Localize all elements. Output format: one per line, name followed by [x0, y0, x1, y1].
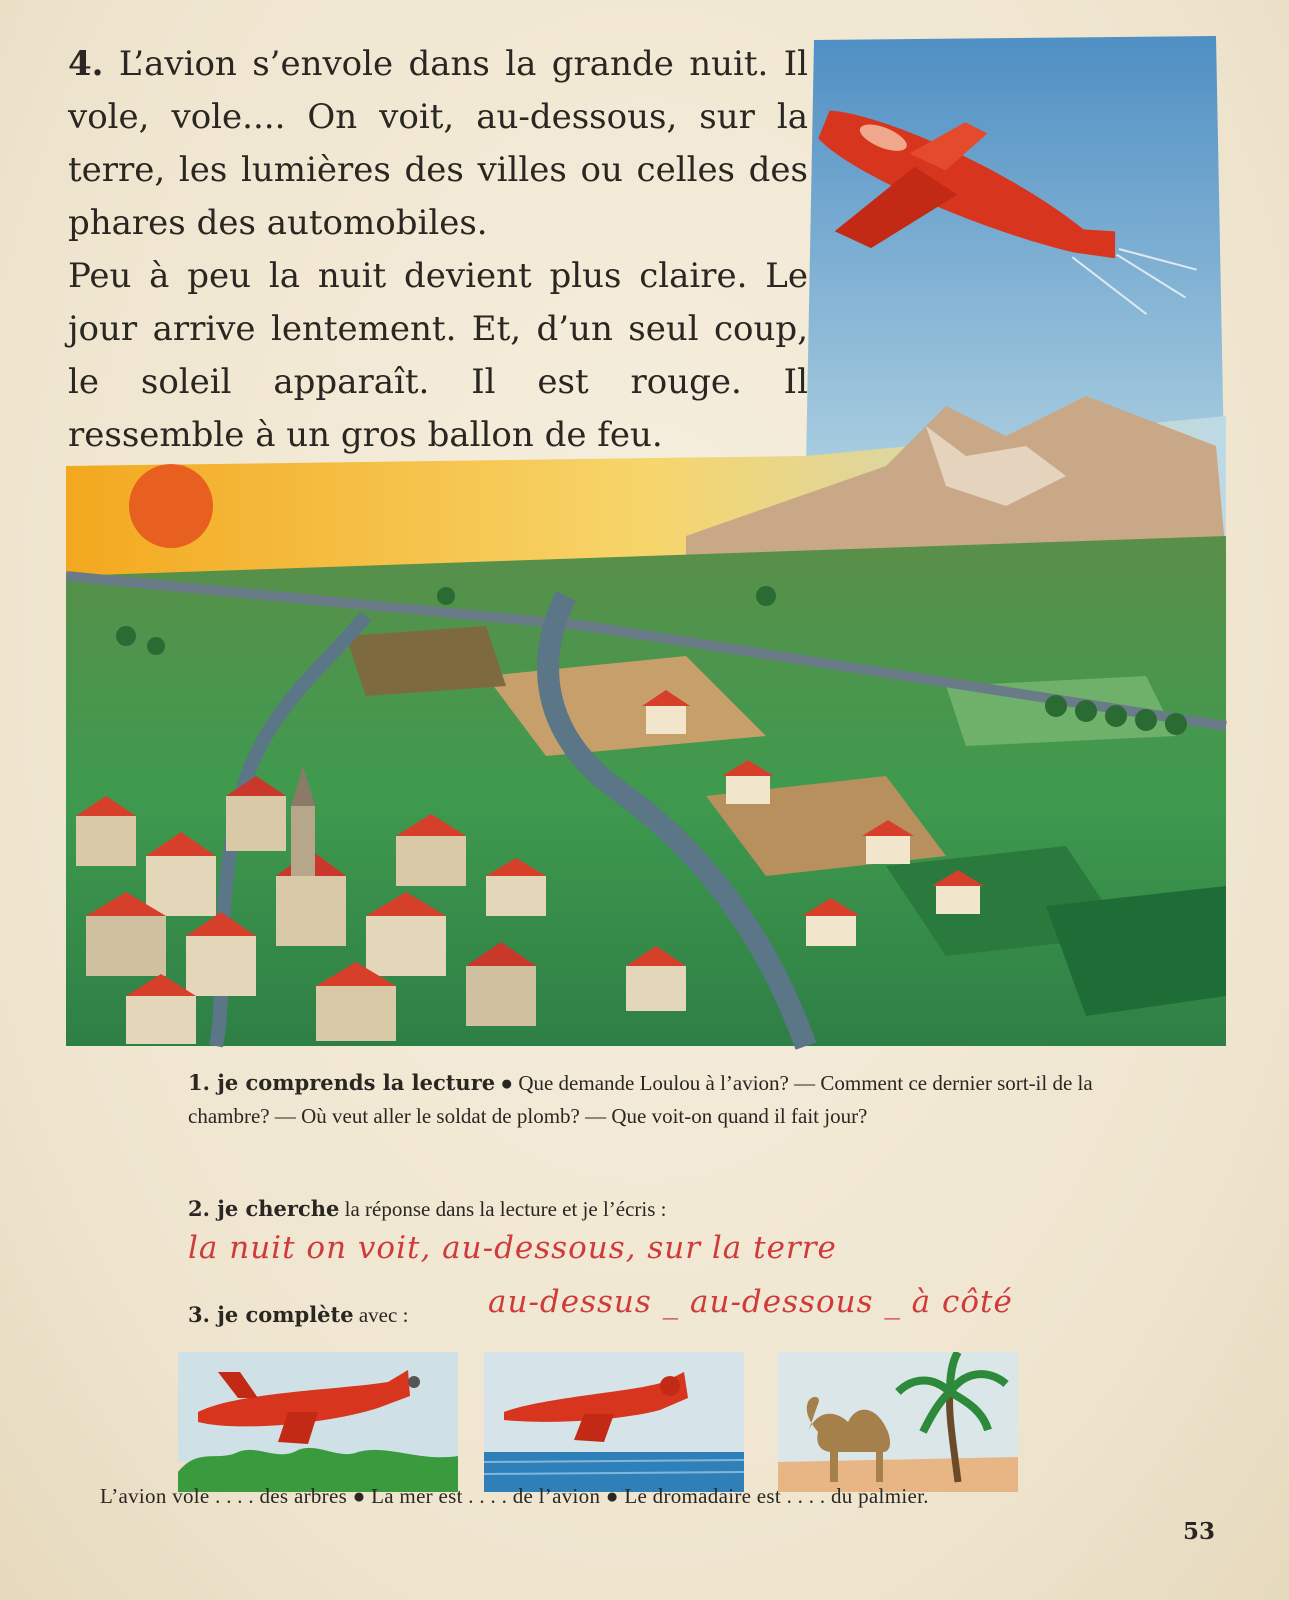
camel-next-to-palm-image — [778, 1352, 1018, 1492]
exercise-2 — [188, 1192, 1108, 1226]
bullet-icon: ● — [500, 1071, 514, 1095]
exercise-2-label: 2. je cherche — [188, 1196, 340, 1221]
exercise-3 — [188, 1298, 488, 1332]
passage-number: 4. — [68, 44, 104, 84]
fill-in-sentences: L’avion vole . . . . des arbres ● La mer est . . . . de l’avion ● Le dromadaire est . . . . du palmier. — [100, 1484, 929, 1508]
exercise-1 — [188, 1066, 1108, 1133]
reading-passage — [68, 38, 808, 462]
exercise-2-text: la réponse dans la lecture et je l’écris : — [344, 1197, 667, 1221]
plane-above-sea-image — [484, 1352, 744, 1492]
page-number: 53 — [1183, 1518, 1216, 1545]
exercise-3-text: avec : — [358, 1303, 409, 1327]
exercise-3-handwritten-answer: au-dessus _ au-dessous _ à côté — [488, 1284, 1013, 1320]
exercise-1-text: Que demande Loulou à l’avion? — Comment ce dernier sort-il de la chambre? — Où veut aller le soldat de plomb? — Que voit-on quand il fait jour? — [188, 1071, 1093, 1128]
passage-text-1: L’avion s’envole dans la grande nuit. Il vole, vole.... On voit, au-dessous, sur la terre, les lumières des villes ou celles des phares des automobiles. — [68, 44, 808, 243]
passage-paragraph-1 — [68, 38, 808, 250]
passage-paragraph-2: Peu à peu la nuit devient plus claire. Le jour arrive lentement. Et, d’un seul coup, le soleil apparaît. Il est rouge. Il ressemble à un gros ballon de feu. — [68, 256, 808, 455]
exercise-1-label: 1. je comprends la lecture — [188, 1070, 496, 1095]
exercise-2-handwritten-answer: la nuit on voit, au-dessous, sur la terre — [188, 1230, 837, 1266]
plane-above-trees-image — [178, 1352, 458, 1492]
exercise-3-label: 3. je complète — [188, 1302, 354, 1327]
